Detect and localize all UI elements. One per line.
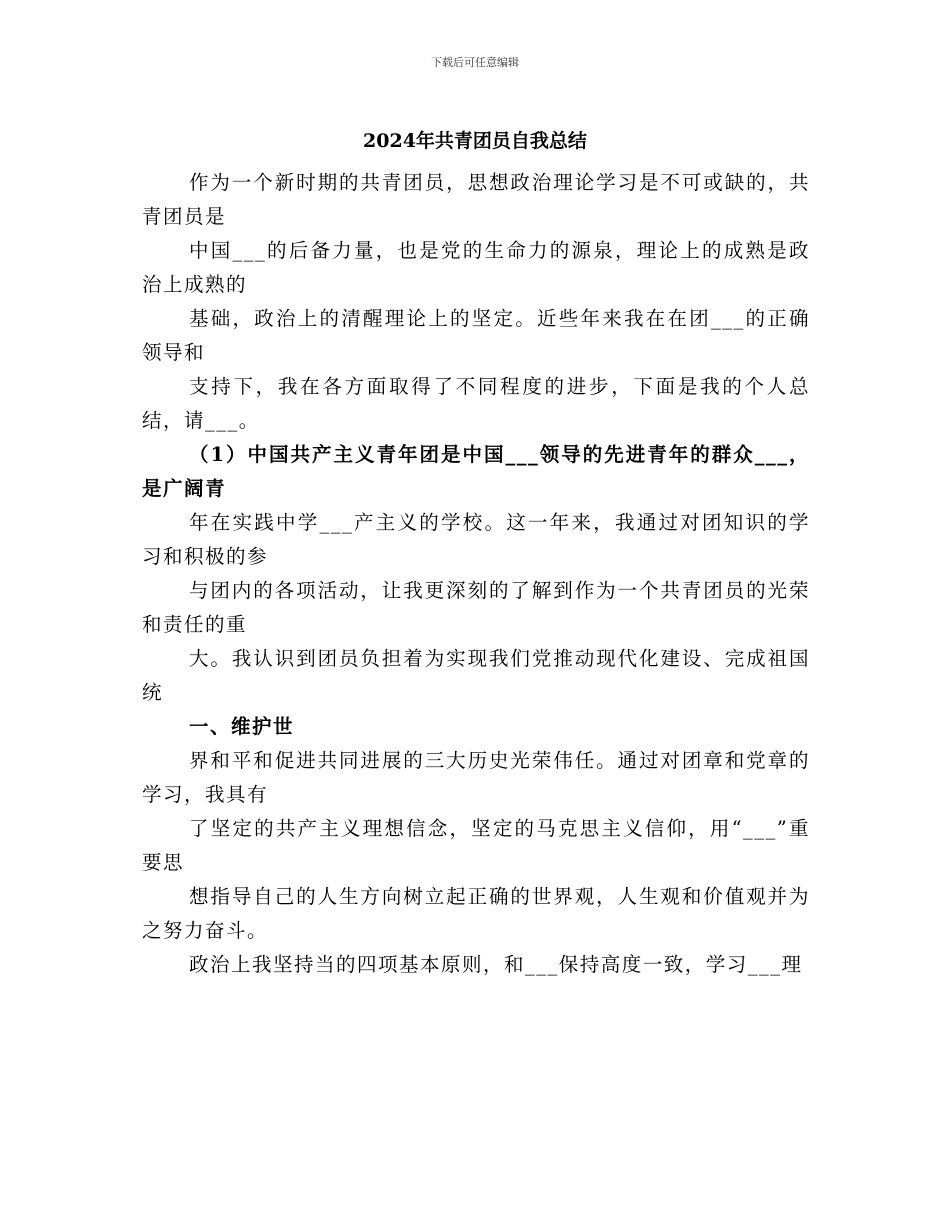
paragraph-4: 支持下，我在各方面取得了不同程度的进步，下面是我的个人总结，请___。 [142, 375, 810, 432]
paragraph-10: 了坚定的共产主义理想信念，坚定的马克思主义信仰，用“___”重要思 [142, 817, 810, 874]
paragraph-2: 中国___的后备力量，也是党的生命力的源泉，理论上的成熟是政治上成熟的 [142, 239, 810, 296]
paragraph-8: 大。我认识到团员负担着为实现我们党推动现代化建设、完成祖国统 [142, 647, 810, 704]
section-heading: 一、维护世 [189, 715, 295, 738]
paragraph-9: 界和平和促进共同进展的三大历史光荣伟任。通过对团章和党章的学习，我具有 [142, 749, 810, 806]
paragraph-12: 政治上我坚持当的四项基本原则，和___保持高度一致，学习___理 [189, 953, 803, 976]
document-body [142, 166, 810, 982]
document-title: 2024年共青团员自我总结 [363, 130, 587, 152]
paragraph-3: 基础，政治上的清醒理论上的坚定。近些年来我在在团___的正确领导和 [142, 307, 810, 364]
page-header-note: 下载后可任意编辑 [431, 56, 519, 69]
paragraph-5-bold: （1）中国共产主义青年团是中国___领导的先进青年的群众___，是广阔青 [142, 443, 810, 500]
paragraph-1: 作为一个新时期的共青团员，思想政治理论学习是不可或缺的，共青团员是 [142, 171, 810, 228]
paragraph-7: 与团内的各项活动，让我更深刻的了解到作为一个共青团员的光荣和责任的重 [142, 579, 810, 636]
paragraph-11: 想指导自己的人生方向树立起正确的世界观，人生观和价值观并为之努力奋斗。 [142, 885, 810, 942]
paragraph-6: 年在实践中学___产主义的学校。这一年来，我通过对团知识的学习和积极的参 [142, 511, 810, 568]
